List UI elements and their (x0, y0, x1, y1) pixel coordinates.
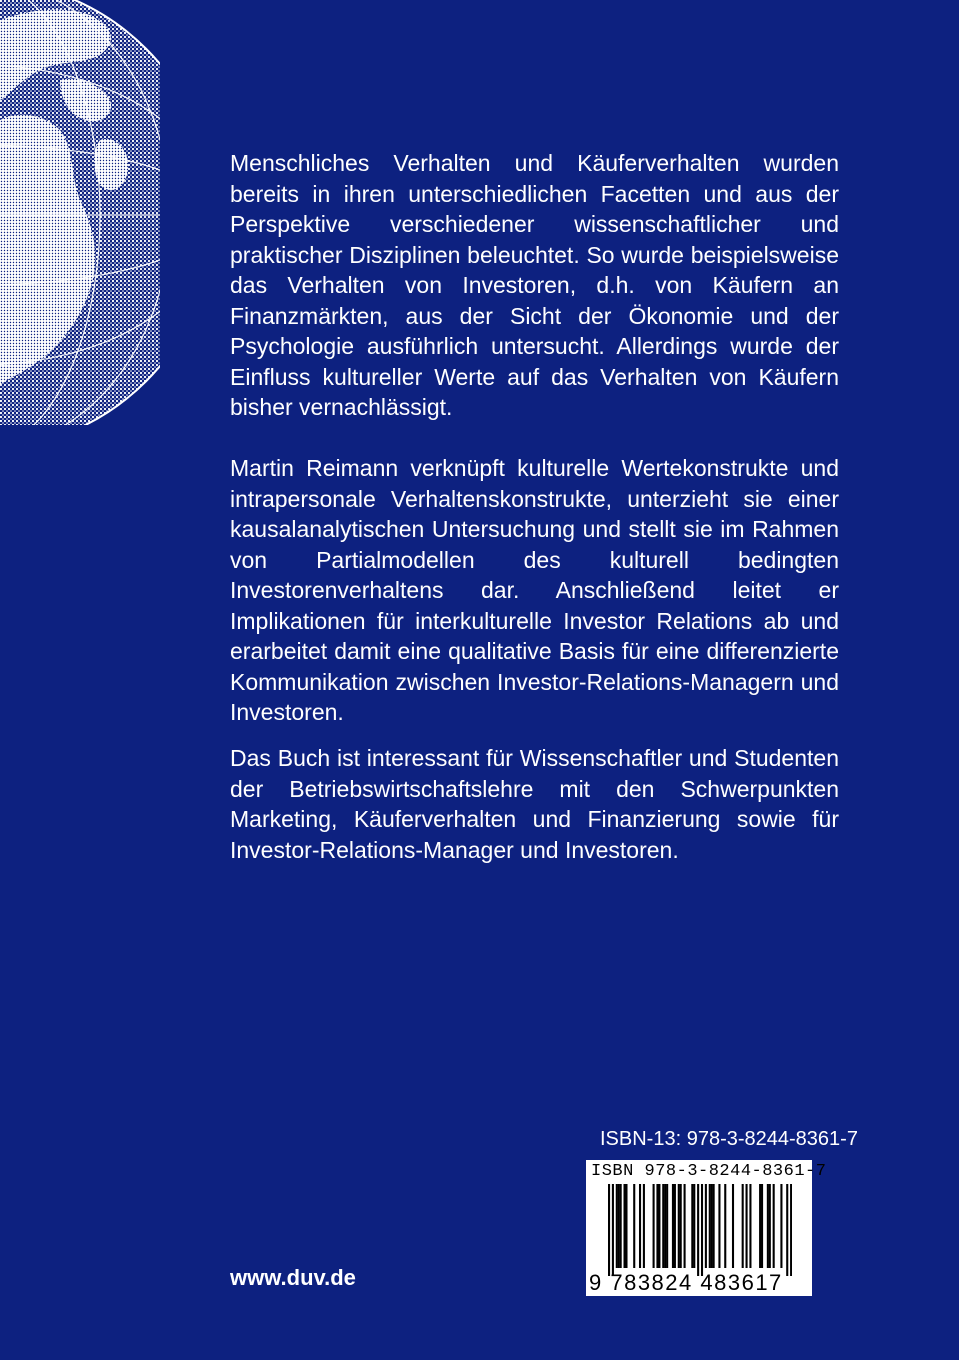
barcode-bar (749, 1184, 751, 1268)
barcode (586, 1160, 827, 1296)
barcode-bar (674, 1184, 676, 1268)
barcode-bar (724, 1184, 726, 1268)
barcode-bar (691, 1184, 693, 1268)
barcode-bar (701, 1184, 703, 1276)
barcode-bar (773, 1184, 775, 1268)
barcode-bar (790, 1184, 792, 1276)
barcode-bar (680, 1184, 682, 1268)
barcode-bar (612, 1184, 614, 1276)
barcode-bar (608, 1184, 610, 1276)
barcode-isbn-text: ISBN 978-3-8244-8361-7 (591, 1162, 827, 1181)
barcode-bar (656, 1184, 658, 1268)
barcode-bar (658, 1184, 660, 1268)
barcode-bar (618, 1184, 620, 1268)
barcode-bar (678, 1184, 680, 1268)
barcode-digits: 9 783824 483617 (589, 1270, 783, 1295)
barcode-bar (732, 1184, 734, 1268)
barcode-bar (709, 1184, 711, 1268)
barcode-bar (711, 1184, 713, 1268)
isbn-label: ISBN-13: 978-3-8244-8361-7 (600, 1128, 858, 1150)
barcode-bar (623, 1184, 625, 1268)
barcode-bar (639, 1184, 641, 1268)
publisher-url[interactable]: www.duv.de (230, 1265, 356, 1290)
barcode-bar (672, 1184, 674, 1268)
barcode-bar (684, 1184, 686, 1268)
blurb-paragraph-1: Menschliches Verhalten und Käuferverhalten wurden bereits in ihren unterschiedlichen Facetten und aus der Perspektive verschiedener wissenschaftlicher und praktischer Disziplinen beleuchtet. So wurde beispielsweise das Verhalten von Investoren, d.h. von Käufern an Finanzmärkten, aus der Sicht der Ökonomie und der Psychologie ausführlich untersucht. Allerdings wurde der Einfluss kultureller Werte auf das Verhalten von Käufern bisher vernachlässigt. (230, 150, 839, 420)
barcode-bar (653, 1184, 655, 1268)
barcode-bar (786, 1184, 788, 1276)
barcode-bar (713, 1184, 715, 1268)
barcode-bar (705, 1184, 707, 1268)
barcode-bar (664, 1184, 666, 1268)
barcode-bars (608, 1184, 792, 1276)
blurb-paragraph-2: Martin Reimann verknüpft kulturelle Wertekonstrukte und intrapersonale Verhaltenskonstrukte, unterzieht sie einer kausalanalytischen Untersuchung und stellt sie im Rahmen von Partialmodellen des kulturell bedingten Investorenverhaltens dar. Anschließend leitet er Implikationen für interkulturelle Investor Relations ab und erarbeitet damit eine qualitative Basis für eine differenzierte Kommunikation zwischen Investor-Relations-Managern und Investoren. (230, 455, 839, 725)
barcode-bar (620, 1184, 622, 1268)
barcode-bar (718, 1184, 720, 1268)
barcode-bar (769, 1184, 771, 1268)
barcode-bar (666, 1184, 668, 1268)
barcode-bar (633, 1184, 635, 1268)
barcode-bar (767, 1184, 769, 1268)
barcode-bar (697, 1184, 699, 1276)
barcode-bar (759, 1184, 761, 1268)
barcode-bar (693, 1184, 695, 1268)
barcode-bar (616, 1184, 618, 1268)
globe-image (0, 0, 160, 425)
blurb-paragraph-3: Das Buch ist interessant für Wissenschaftler und Studenten der Betriebswirtschaftslehre mit den Schwerpunkten Marketing, Käuferverhalten und Finanzierung sowie für Investor-Relations-Manager und Investoren. (230, 745, 839, 863)
barcode-bar (746, 1184, 748, 1268)
barcode-bar (625, 1184, 627, 1268)
barcode-bar (761, 1184, 763, 1268)
barcode-bar (742, 1184, 744, 1268)
barcode-bar (662, 1184, 664, 1268)
barcode-bar (643, 1184, 645, 1268)
barcode-bar (780, 1184, 782, 1268)
